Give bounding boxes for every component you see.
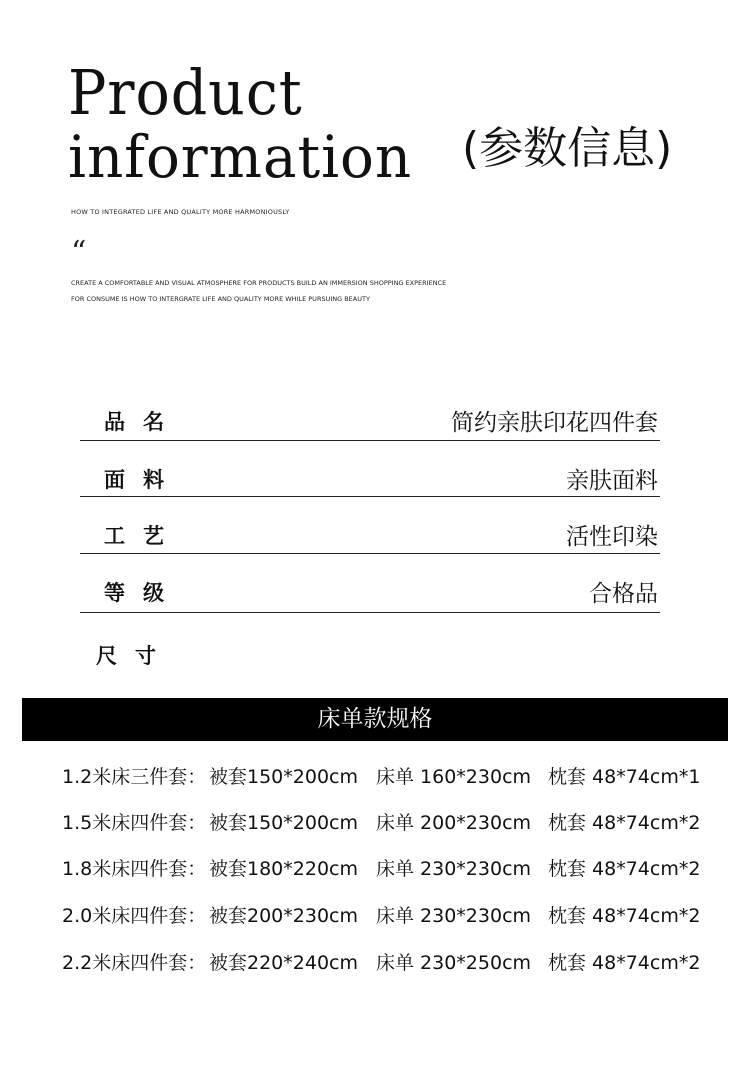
zh-title: (参数信息): [462, 123, 673, 174]
spec-row-grade: [80, 553, 660, 613]
spec-value: 简约亲肤印花四件套: [451, 410, 658, 436]
title-product: Product: [68, 56, 303, 129]
spec-row-name: [80, 400, 660, 441]
tagline: HOW TO INTEGRATED LIFE AND QUALITY MORE HARMONIOUSLY: [71, 208, 290, 216]
set-name: 1.8米床四件套：: [62, 858, 207, 880]
set-name: 1.5米床四件套：: [62, 812, 207, 834]
set-name: 1.2米床三件套：: [62, 766, 207, 788]
pillow-size: 枕套 48*74cm*1: [548, 766, 701, 788]
sheet-size: 床单 230*230cm: [376, 905, 532, 927]
sheet-size: 床单 160*230cm: [376, 766, 532, 788]
spec-value: 亲肤面料: [566, 468, 658, 494]
sheet-size: 床单 200*230cm: [376, 812, 532, 834]
duvet-size: 被套150*200cm: [209, 766, 358, 788]
duvet-size: 被套200*230cm: [209, 905, 358, 927]
spec-label: 工艺: [104, 524, 182, 548]
duvet-size: 被套180*220cm: [209, 858, 358, 880]
set-name: 2.2米床四件套：: [62, 952, 207, 974]
spec-row-craft: [80, 496, 660, 554]
pillow-size: 枕套 48*74cm*2: [548, 812, 701, 834]
size-label: 尺寸: [96, 644, 174, 668]
pillow-size: 枕套 48*74cm*2: [548, 905, 701, 927]
title-information: information: [68, 123, 413, 191]
spec-label: 品名: [104, 410, 182, 434]
quote-icon: “: [71, 235, 87, 270]
spec-row-fabric: [80, 440, 660, 497]
spec-label: 等级: [104, 581, 182, 605]
duvet-size: 被套150*200cm: [209, 812, 358, 834]
spec-label: 面料: [104, 468, 182, 492]
sheet-size: 床单 230*230cm: [376, 858, 532, 880]
set-name: 2.0米床四件套：: [62, 905, 207, 927]
pillow-size: 枕套 48*74cm*2: [548, 858, 701, 880]
spec-value: 合格品: [589, 581, 658, 607]
pillow-size: 枕套 48*74cm*2: [548, 952, 701, 974]
intro-paragraph: CREATE A COMFORTABLE AND VISUAL ATMOSPHERE FOR PRODUCTS BUILD AN IMMERSION SHOPPING EXPERIENCE FOR CONSUME IS HOW TO INTERGRATE LIFE AND QUALITY MORE WHILE PURSUING BEAUTY: [71, 279, 447, 303]
duvet-size: 被套220*240cm: [209, 952, 358, 974]
sheet-size: 床单 230*250cm: [376, 952, 532, 974]
bedsheet-spec-banner: 床单款规格: [22, 698, 728, 741]
spec-value: 活性印染: [566, 524, 658, 550]
